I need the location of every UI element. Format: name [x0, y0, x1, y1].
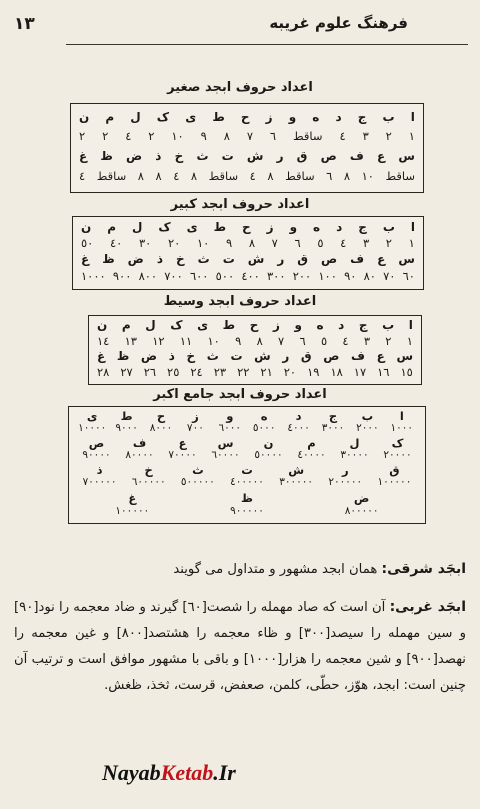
table-cell: ل	[131, 220, 143, 234]
table-cell: و	[288, 110, 297, 124]
table-cell: ١٢	[152, 334, 165, 348]
table-cell: ب	[361, 409, 374, 423]
table-cell: ٦٠٠	[189, 269, 209, 283]
table-cell: ف	[351, 349, 365, 363]
table-row	[81, 221, 415, 234]
table-cell: ک	[170, 318, 183, 332]
table-cell: ح	[249, 318, 259, 332]
table-cell: ض	[127, 252, 144, 266]
table-cell: ٢٧	[120, 365, 133, 379]
table-cell: ک	[391, 436, 404, 450]
header-rule	[66, 44, 468, 45]
table-cell: ل	[130, 110, 141, 124]
table-cell: س	[398, 149, 415, 163]
table-cell: ١	[406, 334, 413, 348]
table-cell: ظ	[241, 491, 253, 505]
table-cell: ٢	[385, 236, 392, 250]
table-cell: ه	[312, 110, 320, 124]
table-row	[81, 253, 415, 266]
table-cell: ١٠	[361, 169, 374, 183]
table-cell: ساقط	[208, 169, 239, 183]
table-cell: ی	[186, 220, 198, 234]
table-cell: ث	[196, 149, 209, 163]
table-cell: ٦	[326, 169, 333, 183]
table-cell: ٢	[102, 129, 109, 143]
table-cell: ب	[382, 220, 395, 234]
table-cell: ٢٠٠	[292, 269, 312, 283]
table-cell: ٢٥	[167, 365, 180, 379]
table-cell: س	[396, 349, 413, 363]
table-cell: ٦	[269, 129, 277, 143]
table-cell: ش	[247, 252, 265, 266]
paragraph-abjad-sharqi	[14, 556, 466, 583]
table-cell: ٥٠٠٠٠	[254, 449, 283, 461]
table-cell: ب	[382, 318, 395, 332]
table-row	[79, 170, 415, 183]
table-cell: غ	[128, 491, 137, 505]
table-cell: ث	[197, 252, 210, 266]
table-cell: ٥٠٠٠	[252, 422, 276, 434]
table-cell: ج	[357, 110, 367, 124]
table-cell: ساقط	[385, 169, 415, 183]
table-cell: ٤٠٠٠٠٠	[230, 476, 264, 488]
table-cell: م	[105, 110, 115, 124]
table-cell: س	[217, 436, 234, 450]
table-cell: ر	[277, 252, 285, 266]
table-title-abjad-jame-akbar: اعداد حروف ابجد جامع اکبر	[153, 387, 327, 402]
table-cell: ٧	[246, 129, 254, 143]
table-cell: ش	[246, 149, 264, 163]
table-cell: ٨٠٠٠	[149, 422, 173, 434]
table-cell: ذ	[155, 149, 162, 163]
table-cell: ٩٠٠٠٠٠	[230, 505, 264, 517]
term-label: ابجَد شرقی:	[381, 561, 466, 577]
table-cell: ض	[353, 491, 370, 505]
table-cell: ٩٠	[344, 269, 357, 283]
table-cell: ١٠٠	[318, 269, 337, 283]
table-cell: ق	[389, 463, 400, 477]
watermark-part: Ketab	[160, 760, 214, 785]
table-cell: ص	[323, 349, 340, 363]
table-cell: ٢	[385, 334, 392, 348]
table-cell: د	[295, 409, 302, 423]
table-cell: ٤٠٠	[241, 269, 260, 283]
table-title-abjad-saghir: اعداد حروف ابجد صغیر	[167, 80, 313, 95]
table-cell: ٤٠٠٠٠	[297, 449, 326, 461]
table-cell: م	[107, 220, 117, 234]
table-cell: ٩٠٠٠٠	[82, 449, 111, 461]
table-cell: ٢٦	[143, 365, 157, 379]
table-cell: ٦٠٠٠٠	[211, 449, 240, 461]
table-cell: ٣٠٠	[267, 269, 286, 283]
table-cell: ٩٠٠٠	[115, 422, 138, 434]
running-title: فرهنگ علوم غریبه	[269, 14, 408, 32]
table-cell: ٨	[223, 129, 230, 143]
table-cell: ر	[282, 349, 290, 363]
table-cell: ٤	[79, 169, 86, 183]
table-cell: ف	[349, 149, 364, 163]
table-cell: ا	[399, 409, 404, 423]
table-cell: و	[226, 409, 234, 423]
table-cell: ع	[377, 252, 386, 266]
table-row	[97, 350, 413, 363]
table-cell: ٢٠	[283, 365, 297, 379]
table-cell: ٨	[155, 169, 162, 183]
table-cell: ز	[192, 409, 199, 423]
table-cell: ع	[376, 349, 385, 363]
paragraph-text: آن است که صاد مهمله را شصت[٦٠] گیرند و ضاد معجمه را نود[٩٠] و سین مهمله را سیصد[٣٠٠] و ظاء معجمه را هشتصد[٨٠٠] و غین معجمه را نهصد[٩٠٠] و شین معجمه را هزار[١٠٠٠] و باقی با مشهور موافق است و ترتیب آن چنین است: ابجد، هوّز، حطّی، کلمن، صعفض، قرست، ثخذ، ظغش.	[14, 600, 466, 693]
table-cell: ساقط	[293, 129, 323, 143]
table-cell: ٨	[190, 169, 198, 183]
table-cell: ع	[178, 436, 187, 450]
table-cell: ک	[156, 110, 170, 124]
table-cell: ٤	[342, 334, 349, 348]
table-cell: ض	[140, 349, 158, 363]
table-cell: ١٠٠٠	[81, 269, 106, 283]
table-cell: ف	[132, 436, 147, 450]
table-cell: ف	[350, 252, 365, 266]
table-cell: ب	[382, 110, 395, 124]
table-cell: ١٠	[197, 236, 210, 250]
table-cell: ز	[266, 220, 274, 234]
table-abjad-kabir	[72, 216, 424, 290]
table-cell: ظ	[100, 149, 113, 163]
table-cell: ٤	[249, 169, 256, 183]
table-cell: خ	[186, 349, 196, 363]
table-abjad-saghir	[70, 103, 424, 193]
watermark	[102, 760, 236, 786]
table-abjad-jame-akbar	[68, 406, 426, 524]
table-cell: ٣٠٠٠٠٠	[279, 476, 314, 488]
table-cell: ٢٤	[190, 365, 203, 379]
table-cell: ل	[349, 436, 360, 450]
table-cell: ٢٠٠٠	[356, 422, 379, 434]
table-cell: ج	[358, 220, 367, 234]
table-abjad-vasit	[88, 315, 422, 385]
table-cell: ز	[272, 318, 280, 332]
table-cell: ق	[296, 149, 308, 163]
table-cell: ٤٠	[110, 236, 123, 250]
table-cell: د	[336, 220, 343, 234]
table-cell: د	[335, 110, 342, 124]
table-cell: ٧٠٠٠٠	[168, 449, 197, 461]
table-cell: ن	[97, 318, 108, 332]
table-cell: ت	[221, 149, 234, 163]
table-cell: ٨٠٠٠٠	[125, 449, 154, 461]
table-cell: ٩	[235, 334, 242, 348]
table-row	[81, 237, 415, 250]
table-cell: ٦٠٠٠٠٠	[131, 476, 166, 488]
table-cell: ٦	[299, 334, 306, 348]
table-cell: ٣٠	[139, 236, 152, 250]
table-cell: ٨٠٠٠٠٠	[344, 505, 379, 517]
paragraph-text: همان ابجد مشهور و متداول می گویند	[173, 562, 382, 577]
table-cell: ٧٠٠	[186, 422, 204, 434]
table-cell: ص	[88, 436, 105, 450]
table-cell: س	[398, 252, 415, 266]
table-cell: ا	[408, 318, 413, 332]
table-cell: ٢٠	[168, 236, 181, 250]
table-cell: ١٠٠٠	[390, 422, 414, 434]
table-cell: ١٧	[353, 365, 367, 379]
table-cell: ٦	[294, 236, 301, 250]
table-cell: ق	[297, 252, 308, 266]
table-cell: ٣	[363, 334, 371, 348]
table-cell: ٦٠	[402, 269, 415, 283]
table-cell: ٩	[200, 129, 207, 143]
table-cell: ٨	[248, 236, 256, 250]
table-cell: ث	[206, 349, 219, 363]
table-row	[79, 150, 415, 163]
table-cell: ل	[145, 318, 156, 332]
table-cell: ساقط	[96, 169, 127, 183]
table-cell: ٨	[256, 334, 263, 348]
table-cell: ٧٠٠	[164, 269, 183, 283]
table-cell: ١	[408, 236, 415, 250]
table-row	[97, 335, 413, 348]
table-cell: ٥٠	[81, 236, 94, 250]
table-cell: ر	[276, 149, 284, 163]
table-cell: ا	[410, 220, 415, 234]
table-cell: د	[338, 318, 345, 332]
table-cell: ٨	[137, 169, 144, 183]
table-cell: ٨٠٠	[138, 269, 158, 283]
table-cell: ٢٠٠٠٠	[383, 449, 412, 461]
table-cell: ت	[222, 252, 235, 266]
table-cell: ی	[197, 318, 209, 332]
table-cell: ٥	[317, 236, 324, 250]
table-cell: ٧٠	[383, 269, 396, 283]
table-cell: ٤	[173, 169, 180, 183]
table-cell: ت	[230, 349, 243, 363]
table-cell: ١٤	[97, 334, 110, 348]
table-cell: ٤٠٠٠	[287, 422, 310, 434]
table-cell: ت	[241, 463, 253, 477]
table-cell: ٧	[271, 236, 278, 250]
page-number: ١٣	[14, 14, 35, 34]
table-cell: ظ	[116, 349, 130, 363]
table-cell: ١٠٠٠٠٠	[377, 476, 412, 488]
table-cell: ١٥	[400, 365, 413, 379]
table-cell: ٢	[79, 129, 86, 143]
table-cell: ص	[320, 149, 337, 163]
table-cell: ا	[410, 110, 415, 124]
table-cell: ١٠	[207, 334, 220, 348]
table-cell: ز	[265, 110, 273, 124]
table-cell: خ	[174, 149, 184, 163]
table-cell: ی	[185, 110, 197, 124]
table-row	[97, 319, 413, 332]
table-cell: ١٠٠٠٠٠	[115, 505, 150, 517]
table-cell: ر	[341, 463, 349, 477]
table-grid	[75, 407, 419, 523]
table-cell: ٣٠٠٠	[321, 422, 345, 434]
term-label: ابجَد غربی:	[389, 599, 466, 615]
table-cell: ط	[120, 409, 133, 423]
table-cell: ج	[358, 318, 368, 332]
table-cell: ج	[328, 409, 338, 423]
table-cell: ١٠٠٠٠	[78, 422, 107, 434]
table-cell: ٥	[320, 334, 328, 348]
table-cell: ٢٨	[97, 365, 110, 379]
table-cell: ١٣	[124, 334, 137, 348]
table-cell: ٣٠٠٠٠	[340, 449, 369, 461]
table-cell: ٤	[125, 129, 132, 143]
watermark-part: .Ir	[213, 760, 236, 785]
table-cell: ص	[321, 252, 338, 266]
table-cell: ٨	[267, 169, 274, 183]
table-cell: و	[289, 220, 298, 234]
table-cell: ٨	[343, 169, 351, 183]
table-cell: ط	[213, 220, 227, 234]
table-row	[81, 270, 415, 283]
paragraph-abjad-gharbi	[14, 594, 466, 699]
table-cell: ط	[222, 318, 236, 332]
watermark-part: Nayab	[102, 760, 161, 785]
table-cell: ٢١	[260, 365, 273, 379]
table-cell: ٩٠٠	[112, 269, 132, 283]
table-cell: ن	[263, 436, 274, 450]
table-cell: ١١	[179, 334, 193, 348]
table-cell: ٢	[148, 129, 155, 143]
table-cell: ش	[254, 349, 271, 363]
table-cell: ٣	[362, 236, 370, 250]
table-cell: ح	[240, 110, 250, 124]
table-cell: ی	[86, 409, 98, 423]
table-row	[97, 366, 413, 379]
table-cell: ٧٠٠٠٠٠	[82, 476, 117, 488]
table-cell: ٣	[362, 129, 369, 143]
table-cell: ذ	[168, 349, 175, 363]
table-cell: ٨٠	[363, 269, 376, 283]
table-cell: ٢	[385, 129, 392, 143]
table-cell: ٢٢	[237, 365, 250, 379]
table-title-abjad-kabir: اعداد حروف ابجد کبیر	[170, 197, 310, 212]
table-cell: ذ	[96, 463, 103, 477]
table-cell: ح	[156, 409, 166, 423]
table-cell: ٥٠٠٠٠٠	[180, 476, 215, 488]
table-cell: خ	[176, 252, 185, 266]
table-cell: ض	[125, 149, 143, 163]
table-cell: ع	[376, 149, 386, 163]
table-cell: ١٩	[307, 365, 320, 379]
table-cell: غ	[97, 349, 106, 363]
table-cell: ه	[316, 318, 324, 332]
table-cell: ٥٠٠	[215, 269, 235, 283]
table-cell: ه	[313, 220, 321, 234]
table-cell: ٦٠٠٠	[218, 422, 242, 434]
table-cell: ١	[408, 129, 415, 143]
table-cell: ساقط	[285, 169, 315, 183]
table-cell: و	[294, 318, 302, 332]
table-row	[79, 130, 415, 143]
table-cell: ٢٣	[213, 365, 227, 379]
table-cell: ٧	[278, 334, 285, 348]
table-cell: ش	[288, 463, 305, 477]
table-cell: ٤	[340, 236, 347, 250]
table-cell: ١٦	[377, 365, 390, 379]
table-cell: ١٠	[171, 129, 184, 143]
table-title-abjad-vasit: اعداد حروف ابجد وسیط	[163, 294, 317, 309]
table-cell: ن	[81, 220, 92, 234]
table-cell: ث	[192, 463, 204, 477]
table-cell: ط	[212, 110, 225, 124]
table-cell: ٤	[339, 129, 346, 143]
table-row	[79, 111, 415, 124]
table-cell: ١٨	[330, 365, 343, 379]
table-cell: غ	[81, 252, 90, 266]
table-cell: خ	[144, 463, 153, 477]
table-cell: ظ	[102, 252, 115, 266]
table-cell: ح	[242, 220, 251, 234]
table-cell: ذ	[156, 252, 163, 266]
table-cell: م	[307, 436, 316, 450]
table-cell: م	[121, 318, 131, 332]
table-cell: ق	[300, 349, 312, 363]
table-cell: ه	[260, 409, 268, 423]
table-cell: ٢٠٠٠٠٠	[328, 476, 363, 488]
table-cell: ن	[79, 110, 90, 124]
table-cell: غ	[79, 149, 88, 163]
table-cell: ٩	[226, 236, 233, 250]
table-cell: ک	[158, 220, 171, 234]
